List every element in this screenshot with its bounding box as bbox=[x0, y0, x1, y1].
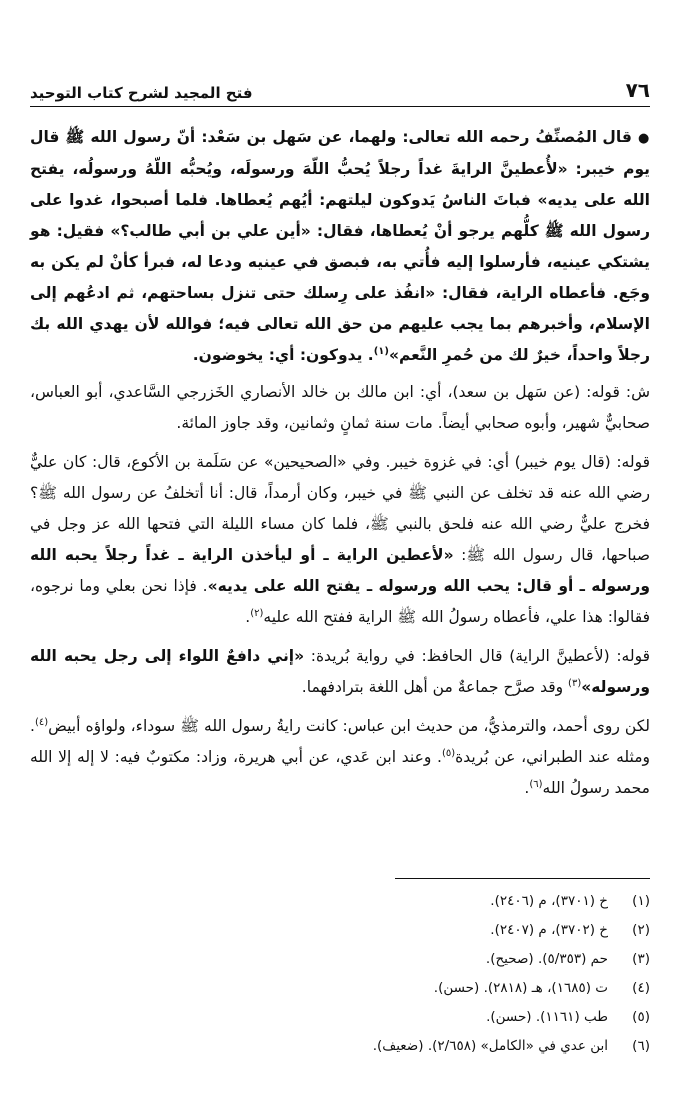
footnote-number: (٦) bbox=[632, 1038, 650, 1054]
footnote-ref-1[interactable]: (١) bbox=[373, 345, 389, 357]
footnote-item bbox=[30, 945, 650, 974]
footnote-number: (٤) bbox=[632, 980, 650, 996]
footnote-text: حم (٥/٣٥٣). (صحيح). bbox=[485, 951, 608, 967]
footnotes bbox=[30, 878, 650, 1061]
paragraph-commentary-2 bbox=[30, 447, 650, 633]
bullet-icon: ● bbox=[637, 131, 650, 146]
commentary-text-2b: . فإذا نحن بعلي وما نرجوه، فقالوا: هذا علي، فأعطاه رسولُ الله ﷺ الراية ففتح الله عليه bbox=[30, 577, 650, 626]
footnote-divider bbox=[395, 878, 650, 879]
footnote-text: ت (١٦٨٥)، هـ (٢٨١٨). (حسن). bbox=[433, 980, 608, 996]
paragraph-commentary-3 bbox=[30, 641, 650, 703]
page-header bbox=[30, 72, 650, 107]
footnote-ref-4[interactable]: (٤) bbox=[34, 716, 49, 728]
page-number: ٧٦ bbox=[625, 78, 650, 102]
paragraph-hadith bbox=[30, 122, 650, 371]
footnote-text: ابن عدي في «الكامل» (٢/٦٥٨). (ضعيف). bbox=[372, 1038, 608, 1054]
commentary-text-4b: . ومثله عند الطبراني، عن بُريدة bbox=[30, 717, 650, 766]
footnote-text: طب (١١٦١). (حسن). bbox=[486, 1009, 608, 1025]
commentary-text-4c: . وعند ابن عَدي، عن أبي هريرة، وزاد: مكتوبٌ فيه: لا إله إلا الله محمد رسولُ الله bbox=[30, 748, 650, 797]
paragraph-commentary-1 bbox=[30, 377, 650, 439]
commentary-quote-3: «إني دافعٌ اللواء إلى رجل يحبه الله ورسوله» bbox=[30, 647, 650, 696]
footnote-ref-5[interactable]: (٥) bbox=[441, 747, 456, 759]
footnote-text: خ (٣٧٠٢)، م (٢٤٠٧). bbox=[490, 922, 608, 938]
footnote-text: خ (٣٧٠١)، م (٢٤٠٦). bbox=[490, 893, 608, 909]
commentary-text-3a: قوله: (لأعطينَّ الراية) قال الحافظ: في رواية بُريدة: bbox=[310, 647, 650, 665]
commentary-text-1: ش: قوله: (عن سَهل بن سعد)، أي: ابن مالك بن خالد الأنصاري الخَزرجي السَّاعدي، أبو العباس، صحابيٌّ شهير، وأبوه صحابي أيضاً. مات سنة ثمانٍ وثمانين، وقد جاوز المائة. bbox=[30, 383, 650, 432]
footnote-item bbox=[30, 887, 650, 916]
commentary-quote-2: «لأعطين الراية ـ أو ليأخذن الراية ـ غداً رجلاً يحبه الله ورسوله ـ أو قال: يحب الله ورسوله ـ يفتح الله على يديه» bbox=[30, 546, 650, 595]
main-text bbox=[30, 122, 650, 810]
commentary-text-2a: قوله: (قال يوم خيبر) أي: في غزوة خيبر. وفي «الصحيحين» عن سَلَمة بن الأكوع، قال: كان عليٌّ رضي الله عنه قد تخلف عن النبي ﷺ في خيبر، وكان أرمداً، قال: أنا أتخلفُ عن رسول الله ﷺ؟ فخرج عليٌّ رضي الله عنه فلحق بالنبي ﷺ، فلما كان مساء الليلة التي فتحها الله عز وجل في صباحها، قال رسول الله ﷺ: bbox=[30, 453, 650, 564]
hadith-tail: . يدوكون: أي: يخوضون. bbox=[192, 346, 374, 364]
commentary-text-3b: وقد صرَّح جماعةٌ من أهل اللغة بترادفهما. bbox=[301, 678, 569, 696]
footnote-ref-3[interactable]: (٣) bbox=[568, 677, 582, 689]
footnote-number: (٢) bbox=[632, 922, 650, 938]
hadith-text: قال المُصنِّفُ رحمه الله تعالى: ولهما، عن سَهل بن سَعْد: أنّ رسول الله ﷺ قال يوم خيبر: «لأُعطينَّ الرايةَ غداً رجلاً يُحبُّ اللّهَ ورسولَه، ويُحبُّه اللّهُ ورسولُه، يفتح الله على يديه» فباتَ الناسُ يَدوكون ليلتهم: أيُهم يُعطاها. فلما أصبحوا، غدوا على رسول الله ﷺ كلُّهم يرجو أنْ يُعطاها، فقال: «أين علي بن أبي طالب؟» فقيل: هو يشتكي عينيه، فأرسلوا إليه فأُتي به، فبصق في عينيه ودعا له، فبرأ كأنْ لم يكن به وجَع. فأعطاه الراية، فقال: «انفُذ على رِسلك حتى تنزل بساحتهم، ثم ادعُهم إلى الإسلام، وأخبرهم بما يجب عليهم من حق الله تعالى فيه؛ فوالله لأن يهدي الله بك رجلاً واحداً، خيرٌ لك من حُمرِ النَّعم» bbox=[30, 128, 650, 364]
commentary-text-4a: لكن روى أحمد، والترمذيُّ، من حديث ابن عباس: كانت رايةُ رسول الله ﷺ سوداء، ولواؤه أبيض bbox=[48, 717, 650, 735]
footnote-item bbox=[30, 1032, 650, 1061]
paragraph-commentary-4 bbox=[30, 711, 650, 804]
footnote-ref-2[interactable]: (٢) bbox=[250, 607, 264, 619]
footnote-ref-6[interactable]: (٦) bbox=[529, 778, 543, 790]
footnote-item bbox=[30, 974, 650, 1003]
footnote-number: (٣) bbox=[632, 951, 650, 967]
footnote-item bbox=[30, 1003, 650, 1032]
commentary-tail-4: . bbox=[524, 779, 530, 797]
running-title: فتح المجيد لشرح كتاب التوحيد bbox=[30, 84, 253, 102]
footnote-number: (٥) bbox=[632, 1009, 650, 1025]
footnote-item bbox=[30, 916, 650, 945]
commentary-tail-2: . bbox=[245, 608, 251, 626]
footnote-number: (١) bbox=[632, 893, 650, 909]
